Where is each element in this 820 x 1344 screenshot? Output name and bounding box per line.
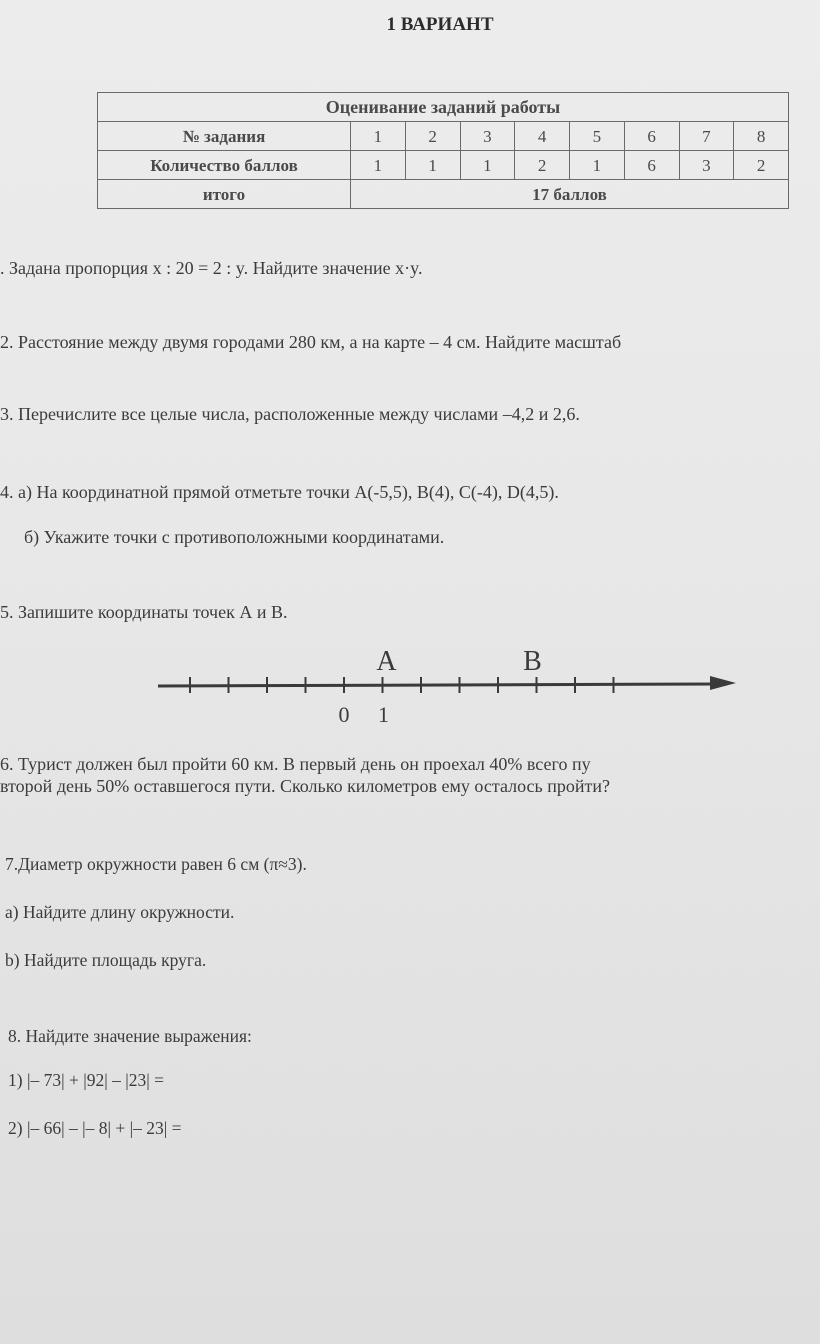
- task-number-cell: 7: [679, 122, 734, 151]
- number-line: [150, 640, 750, 730]
- task-number-cell: 6: [624, 122, 679, 151]
- points-label: Количество баллов: [98, 151, 351, 180]
- total-value: 17 баллов: [351, 180, 789, 209]
- total-label: итого: [98, 180, 351, 209]
- points-cell: 1: [460, 151, 515, 180]
- points-cell: 6: [624, 151, 679, 180]
- task-number-cell: 1: [351, 122, 406, 151]
- number-line-axis: [158, 684, 718, 686]
- task-8-item-2: 2) |– 66| – |– 8| + |– 23| =: [8, 1118, 182, 1138]
- task-7b: b) Найдите площадь круга.: [5, 950, 207, 970]
- task-number-cell: 4: [515, 122, 570, 151]
- points-cell: 1: [570, 151, 625, 180]
- task-2: 2. Расстояние между двумя городами 280 км, а на карте – 4 см. Найдите масштаб: [0, 332, 622, 352]
- task-8-item-1: 1) |– 73| + |92| – |23| =: [8, 1070, 164, 1090]
- task-7a: а) Найдите длину окружности.: [5, 902, 235, 922]
- task-1: . Задана пропорция x : 20 = 2 : y. Найдите значение x·y.: [0, 258, 423, 278]
- task-4b: б) Укажите точки с противоположными координатами.: [24, 527, 445, 547]
- total-row: [98, 180, 789, 209]
- task-number-row: [98, 122, 789, 151]
- task-6-line-2: второй день 50% оставшегося пути. Сколько километров ему осталось пройти?: [0, 776, 610, 796]
- task-6-line-1: 6. Турист должен был пройти 60 км. В первый день он проехал 40% всего пу: [0, 754, 591, 774]
- task-4a: 4. а) На координатной прямой отметьте точки A(-5,5), B(4), C(-4), D(4,5).: [0, 482, 559, 502]
- page-title: 1 ВАРИАНТ: [386, 14, 494, 35]
- task-7: 7.Диаметр окружности равен 6 см (π≈3).: [5, 854, 307, 874]
- number-line-arrow: [710, 676, 736, 690]
- task-5: 5. Запишите координаты точек А и В.: [0, 602, 288, 622]
- task-number-cell: 3: [460, 122, 515, 151]
- task-number-cell: 2: [405, 122, 460, 151]
- task-8: 8. Найдите значение выражения:: [8, 1026, 252, 1046]
- grading-caption: Оценивание заданий работы: [98, 93, 789, 122]
- one-label: 1: [378, 702, 389, 727]
- points-cell: 1: [351, 151, 406, 180]
- zero-label: 0: [338, 702, 350, 727]
- point-a-label: А: [376, 646, 397, 677]
- points-cell: 2: [515, 151, 570, 180]
- points-cell: 3: [679, 151, 734, 180]
- task-3: 3. Перечислите все целые числа, расположенные между числами –4,2 и 2,6.: [0, 404, 580, 424]
- grading-caption-row: [98, 93, 789, 122]
- point-b-label: В: [523, 646, 542, 677]
- task-number-label: № задания: [98, 122, 351, 151]
- points-cell: 2: [734, 151, 789, 180]
- task-number-cell: 8: [734, 122, 789, 151]
- points-cell: 1: [405, 151, 460, 180]
- points-row: [98, 151, 789, 180]
- task-number-cell: 5: [570, 122, 625, 151]
- grading-table: [97, 92, 789, 209]
